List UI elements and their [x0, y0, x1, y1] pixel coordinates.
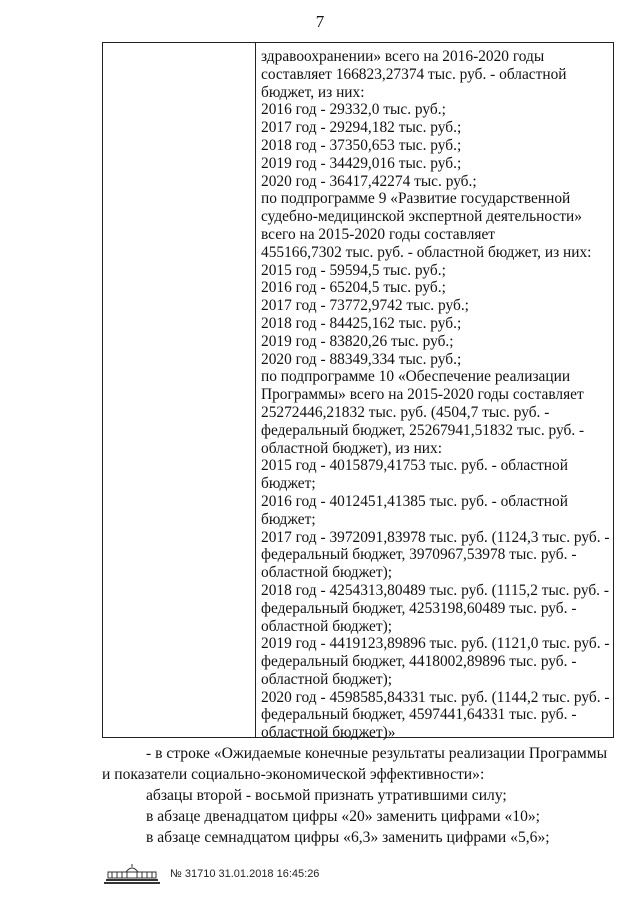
table-cell-line: федеральный бюджет, 4597441,64331 тыс. руб. - — [261, 706, 577, 724]
table-cell-line: 2020 год - 36417,42274 тыс. руб.; — [261, 172, 477, 190]
table-cell-line: 2019 год - 34429,016 тыс. руб.; — [261, 154, 462, 172]
table-cell-funding-text — [261, 48, 611, 742]
table-cell-line: 2017 год - 3972091,83978 тыс. руб. (1124,3 тыс. руб. - — [261, 528, 610, 546]
table-cell-line: 2016 год - 4012451,41385 тыс. руб. - областной — [261, 492, 568, 510]
table-column-divider — [255, 43, 256, 737]
table-cell-line: областной бюджет); — [261, 617, 392, 635]
funding-table — [102, 42, 614, 742]
table-cell-line: 2020 год - 88349,334 тыс. руб.; — [261, 350, 462, 368]
registration-stamp — [102, 862, 402, 886]
government-building-icon — [102, 863, 162, 885]
table-cell-line: 2019 год - 83820,26 тыс. руб.; — [261, 332, 454, 350]
page-number: 7 — [315, 12, 325, 31]
amendment-paragraphs — [102, 743, 614, 848]
table-cell-line: бюджет; — [261, 510, 316, 528]
table-cell-line: 2015 год - 4015879,41753 тыс. руб. - областной — [261, 457, 568, 475]
table-cell-line: по подпрограмме 10 «Обеспечение реализации — [261, 368, 571, 386]
table-cell-line: 2019 год - 4419123,89896 тыс. руб. (1121,0 тыс. руб. - — [261, 635, 610, 653]
paragraph-line: в абзаце двенадцатом цифры «20» заменить цифрами «10»; — [146, 808, 541, 825]
table-cell-line: 2016 год - 65204,5 тыс. руб.; — [261, 279, 446, 297]
paragraph-line: абзацы второй - восьмой признать утратившими силу; — [146, 787, 507, 804]
table-cell-line: по подпрограмме 9 «Развитие государственной — [261, 190, 571, 208]
table-cell-line: здравоохранении» всего на 2016-2020 годы — [261, 48, 545, 65]
table-cell-line: 2018 год - 84425,162 тыс. руб.; — [261, 314, 462, 332]
table-cell-line: 2018 год - 37350,653 тыс. руб.; — [261, 136, 462, 154]
table-cell-line: Программы» всего на 2015-2020 годы составляет — [261, 386, 584, 404]
paragraph-line: и показатели социально-экономической эффективности»: — [102, 766, 485, 783]
table-cell-line: 2016 год - 29332,0 тыс. руб.; — [261, 101, 446, 119]
table-cell-line: областной бюджет); — [261, 564, 392, 582]
table-cell-line: 2015 год - 59594,5 тыс. руб.; — [261, 261, 446, 279]
table-cell-line: федеральный бюджет, 25267941,51832 тыс. руб. - — [261, 421, 585, 439]
table-cell-line: 2017 год - 73772,9742 тыс. руб.; — [261, 297, 469, 315]
table-cell-line: федеральный бюджет, 4418002,89896 тыс. руб. - — [261, 653, 577, 671]
table-cell-line: областной бюджет)» — [261, 724, 396, 742]
table-cell-line: федеральный бюджет, 3970967,53978 тыс. руб. - — [261, 546, 577, 564]
table-cell-line: областной бюджет); — [261, 670, 392, 688]
table-cell-line: 2020 год - 4598585,84331 тыс. руб. (1144,2 тыс. руб. - — [261, 688, 610, 706]
paragraph-line: - в строке «Ожидаемые конечные результаты реализации Программы — [146, 745, 608, 762]
table-cell-line: 25272446,21832 тыс. руб. (4504,7 тыс. руб. - — [261, 403, 550, 421]
table-cell-line: федеральный бюджет, 4253198,60489 тыс. руб. - — [261, 599, 577, 617]
table-cell-line: областной бюджет), из них: — [261, 439, 443, 457]
registration-number: № 31710 31.01.2018 16:45:26 — [170, 868, 320, 880]
table-cell-line: составляет 166823,27374 тыс. руб. - областной — [261, 65, 567, 83]
table-cell-line: 2018 год - 4254313,80489 тыс. руб. (1115,2 тыс. руб. - — [261, 581, 609, 599]
table-cell-line: бюджет, из них: — [261, 83, 365, 101]
table-cell-line: бюджет; — [261, 475, 316, 493]
paragraph-line: в абзаце семнадцатом цифры «6,3» заменить цифрами «5,6»; — [146, 829, 550, 846]
table-cell-line: судебно-медицинской экспертной деятельности» — [261, 208, 582, 226]
table-cell-line: всего на 2015-2020 годы составляет — [261, 225, 496, 243]
table-cell-line: 2017 год - 29294,182 тыс. руб.; — [261, 119, 462, 137]
table-cell-line: 455166,7302 тыс. руб. - областной бюджет, из них: — [261, 243, 592, 261]
